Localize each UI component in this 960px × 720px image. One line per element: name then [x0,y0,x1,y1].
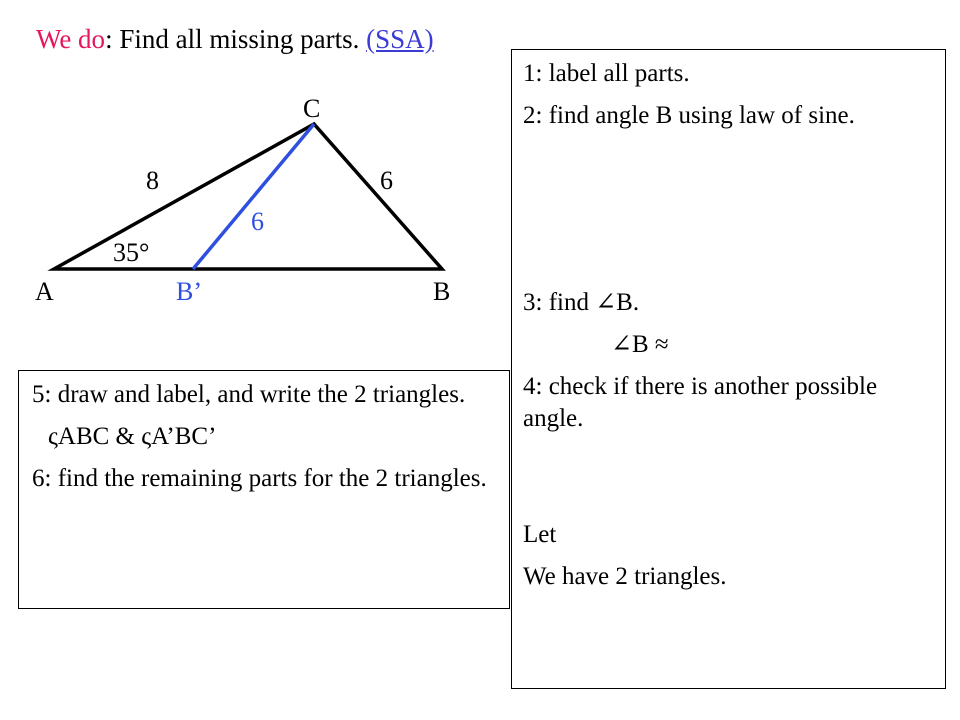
triangle-names: ςABC & ςA’BC’ [48,423,217,450]
slide-title [36,24,434,55]
title-main: Find all missing parts. [119,24,367,54]
conclusion-line: We have 2 triangles. [523,563,727,590]
let-line: Let [523,521,557,548]
vertex-b-label: B [433,277,451,306]
step-2: 2: find angle B using law of sine. [523,102,855,129]
work-space-1 [523,132,935,287]
steps-box [511,49,946,689]
title-prefix: We do [36,24,106,54]
step-3: 3: find ∠B. [523,289,640,316]
triangles-box [18,370,510,609]
step-3-result: ∠B ≈ [611,331,669,358]
step-4: 4: check if there is another possible angle. [523,373,878,432]
angle-a-label: 35° [113,238,150,267]
title-separator: : [105,24,120,54]
side-cb-label: 6 [380,166,393,195]
vertex-c-label: C [303,94,321,123]
step-1: 1: label all parts. [523,60,690,87]
segment-cb-prime [193,124,314,269]
vertex-a-label: A [35,277,54,306]
step-5: 5: draw and label, and write the 2 triangles. [32,381,466,408]
side-ac-label: 8 [146,166,159,195]
triangle-diagram [0,80,510,310]
step-6: 6: find the remaining parts for the 2 triangles. [32,465,487,492]
work-space-2 [523,435,935,519]
side-cb-prime-label: 6 [251,207,264,236]
ssa-link[interactable]: (SSA) [366,24,434,54]
vertex-b-prime-label: B’ [176,277,202,306]
